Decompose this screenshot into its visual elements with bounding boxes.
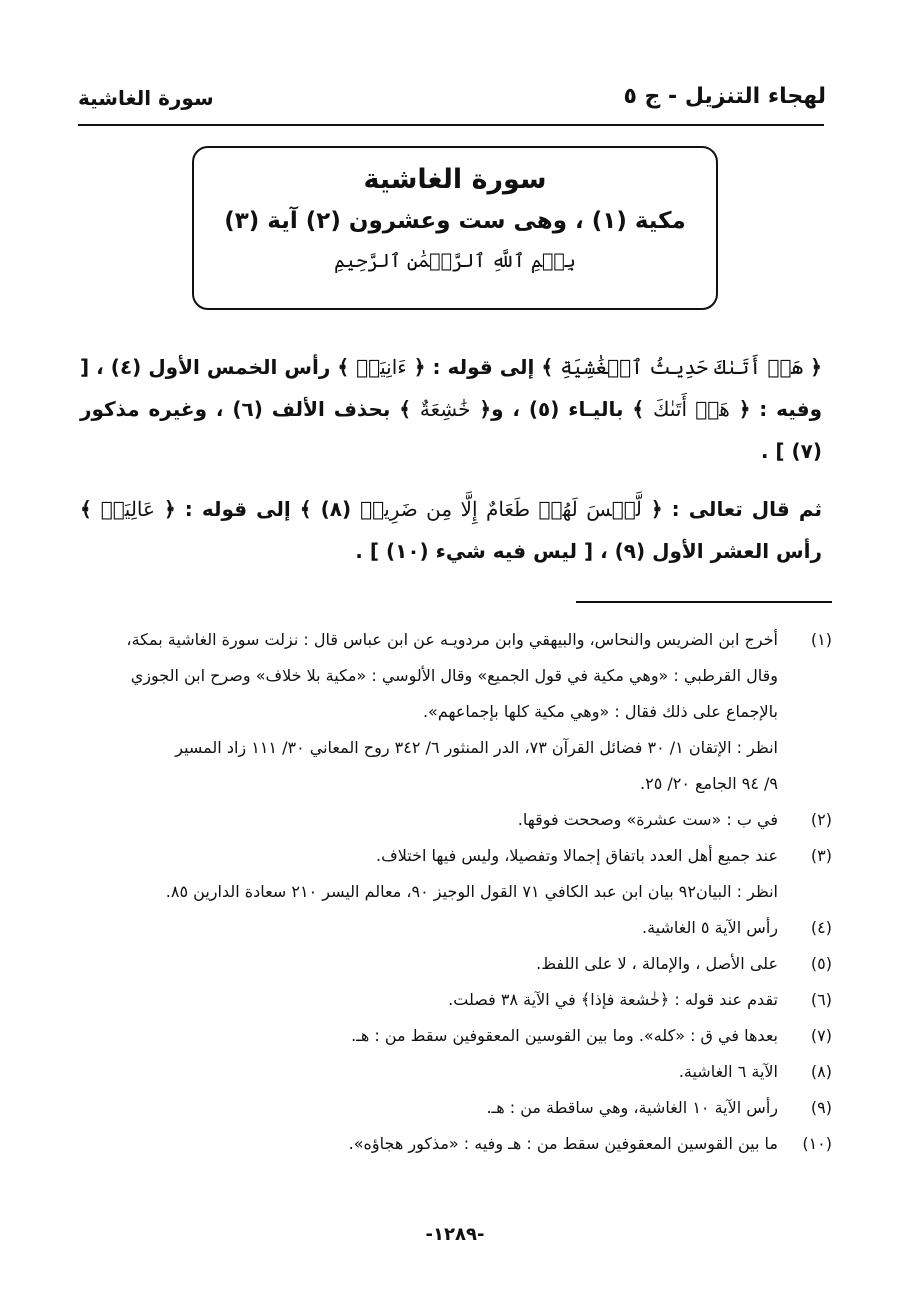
footnote-line: بالإجماع على ذلك فقال : «وهي مكية كلها بإجماعهم». — [422, 702, 778, 721]
main-paragraph-1: ﴿ هَلۡ أَتَىٰكَ حَدِيثُ ٱلۡغَٰشِيَةِ ﴾ إلى قوله : ﴿ ءَانِيَةٖ ﴾ رأس الخمس الأول (٤) ، [ وفيه : ﴿ هَلۡ أَتَىٰكَ ﴾ باليـاء (٥) ، و﴿ خَٰشِعَةٌ ﴾ بحذف الألف (٦) ، وغيره مذكور (٧) ] . — [80, 355, 823, 463]
footnote-line: رأس الآية ١٠ الغاشية، وهي ساقطة من : هـ. — [486, 1098, 778, 1117]
footnote-line: انظر : البيان٩٢ بيان ابن عبد الكافي ٧١ القول الوجيز ٩٠، معالم اليسر ٢١٠ سعادة الدارين ٨٥. — [165, 882, 778, 901]
quran-quote: هَلۡ أَتَىٰكَ — [652, 397, 730, 421]
footnote-number: (٤) — [810, 918, 832, 937]
footnote-5 — [80, 946, 832, 982]
footnote-number: (١٠) — [802, 1134, 832, 1153]
footnote-line: أخرج ابن الضريس والنحاس، والبيهقي وابن مردويـه عن ابن عباس قال : نزلت سورة الغاشية بمكة، — [126, 630, 778, 649]
footnote-number: (١) — [810, 630, 832, 649]
footnote-2 — [80, 802, 832, 838]
footnote-number: (٥) — [810, 954, 832, 973]
footnote-number: (٨) — [810, 1062, 832, 1081]
footnote-9 — [80, 1090, 832, 1126]
quran-quote: ءَانِيَةٖ — [356, 355, 407, 379]
basmala: بِسۡمِ ٱللَّهِ ٱلرَّحۡمَٰنِ ٱلرَّحِيمِ — [334, 250, 576, 272]
footnote-line: تقدم عند قوله : ﴿خٰشعة فإذا﴾ في الآية ٣٨ فصلت. — [448, 990, 778, 1009]
footnote-line: الآية ٦ الغاشية. — [678, 1062, 778, 1081]
main-paragraph-2: ثم قال تعالى : ﴿ لَّيۡسَ لَهُمۡ طَعَامٌ إِلَّا مِن ضَرِيعٖ (٨) ﴾ إلى قوله : ﴿ عَالِيَةٖ ﴾ رأس العشر الأول (٩) ، [ ليس فيه شيء (١٠) ] . — [80, 497, 823, 563]
footnote-number: (٣) — [810, 846, 832, 865]
footnote-number: (٦) — [810, 990, 832, 1009]
footnote-number: (٧) — [810, 1026, 832, 1045]
running-head — [78, 78, 832, 122]
footnote-6 — [80, 982, 832, 1018]
footnote-line: انظر : الإتقان ١/ ٣٠ فضائل القرآن ٧٣، الدر المنثور ٦/ ٣٤٢ روح المعاني ٣٠/ ١١١ زاد المسير — [175, 738, 778, 757]
footnote-line: ٩/ ٩٤ الجامع ٢٠/ ٢٥. — [640, 774, 778, 793]
footnote-line: رأس الآية ٥ الغاشية. — [642, 918, 778, 937]
header-rule — [78, 124, 824, 126]
footnote-number: (٢) — [810, 810, 832, 829]
footnote-7 — [80, 1018, 832, 1054]
footnote-1 — [80, 622, 832, 802]
footnote-line: على الأصل ، والإمالة ، لا على اللفظ. — [536, 954, 778, 973]
footnote-separator — [576, 601, 832, 603]
quran-quote: عَالِيَةٖ — [100, 497, 155, 521]
footnote-line: ما بين القوسين المعقوفين سقط من : هـ وفيه : «مذكور هجاؤه». — [348, 1134, 778, 1153]
footnote-line: وقال القرطبي : «وهي مكية في قول الجميع» وقال الألوسي : «مكية بلا خلاف» وصرح ابن الجوزي — [130, 666, 778, 685]
footnote-line: في ب : «ست عشرة» وصححت فوقها. — [517, 810, 778, 829]
footnotes — [80, 622, 832, 1162]
quran-quote: خَٰشِعَةٌ — [419, 397, 471, 421]
page-number: -١٢٨٩- — [425, 1224, 485, 1245]
main-text — [80, 346, 822, 572]
surah-title-box — [192, 146, 718, 310]
quran-quote: هَلۡ أَتَىٰكَ حَدِيثُ ٱلۡغَٰشِيَةِ — [560, 355, 804, 379]
footnote-4 — [80, 910, 832, 946]
footnote-line: بعدها في ق : «كله». وما بين القوسين المعقوفين سقط من : هـ. — [351, 1026, 778, 1045]
footnote-number: (٩) — [810, 1098, 832, 1117]
footnote-10 — [80, 1126, 832, 1162]
footnote-line: عند جميع أهل العدد باتفاق إجمالا وتفصيلا، وليس فيها اختلاف. — [376, 846, 778, 865]
footnote-3 — [80, 838, 832, 910]
surah-info: مكية (١) ، وهى ست وعشرون (٢) آية (٣) — [224, 208, 686, 234]
quran-quote: لَّيۡسَ لَهُمۡ طَعَامٌ إِلَّا مِن ضَرِيعٖ — [360, 497, 642, 521]
book-title: لهجاء التنزيل - ج ٥ — [623, 84, 826, 109]
surah-name-header: سورة الغاشية — [78, 86, 214, 110]
footnote-8 — [80, 1054, 832, 1090]
surah-title: سورة الغاشية — [363, 164, 547, 195]
